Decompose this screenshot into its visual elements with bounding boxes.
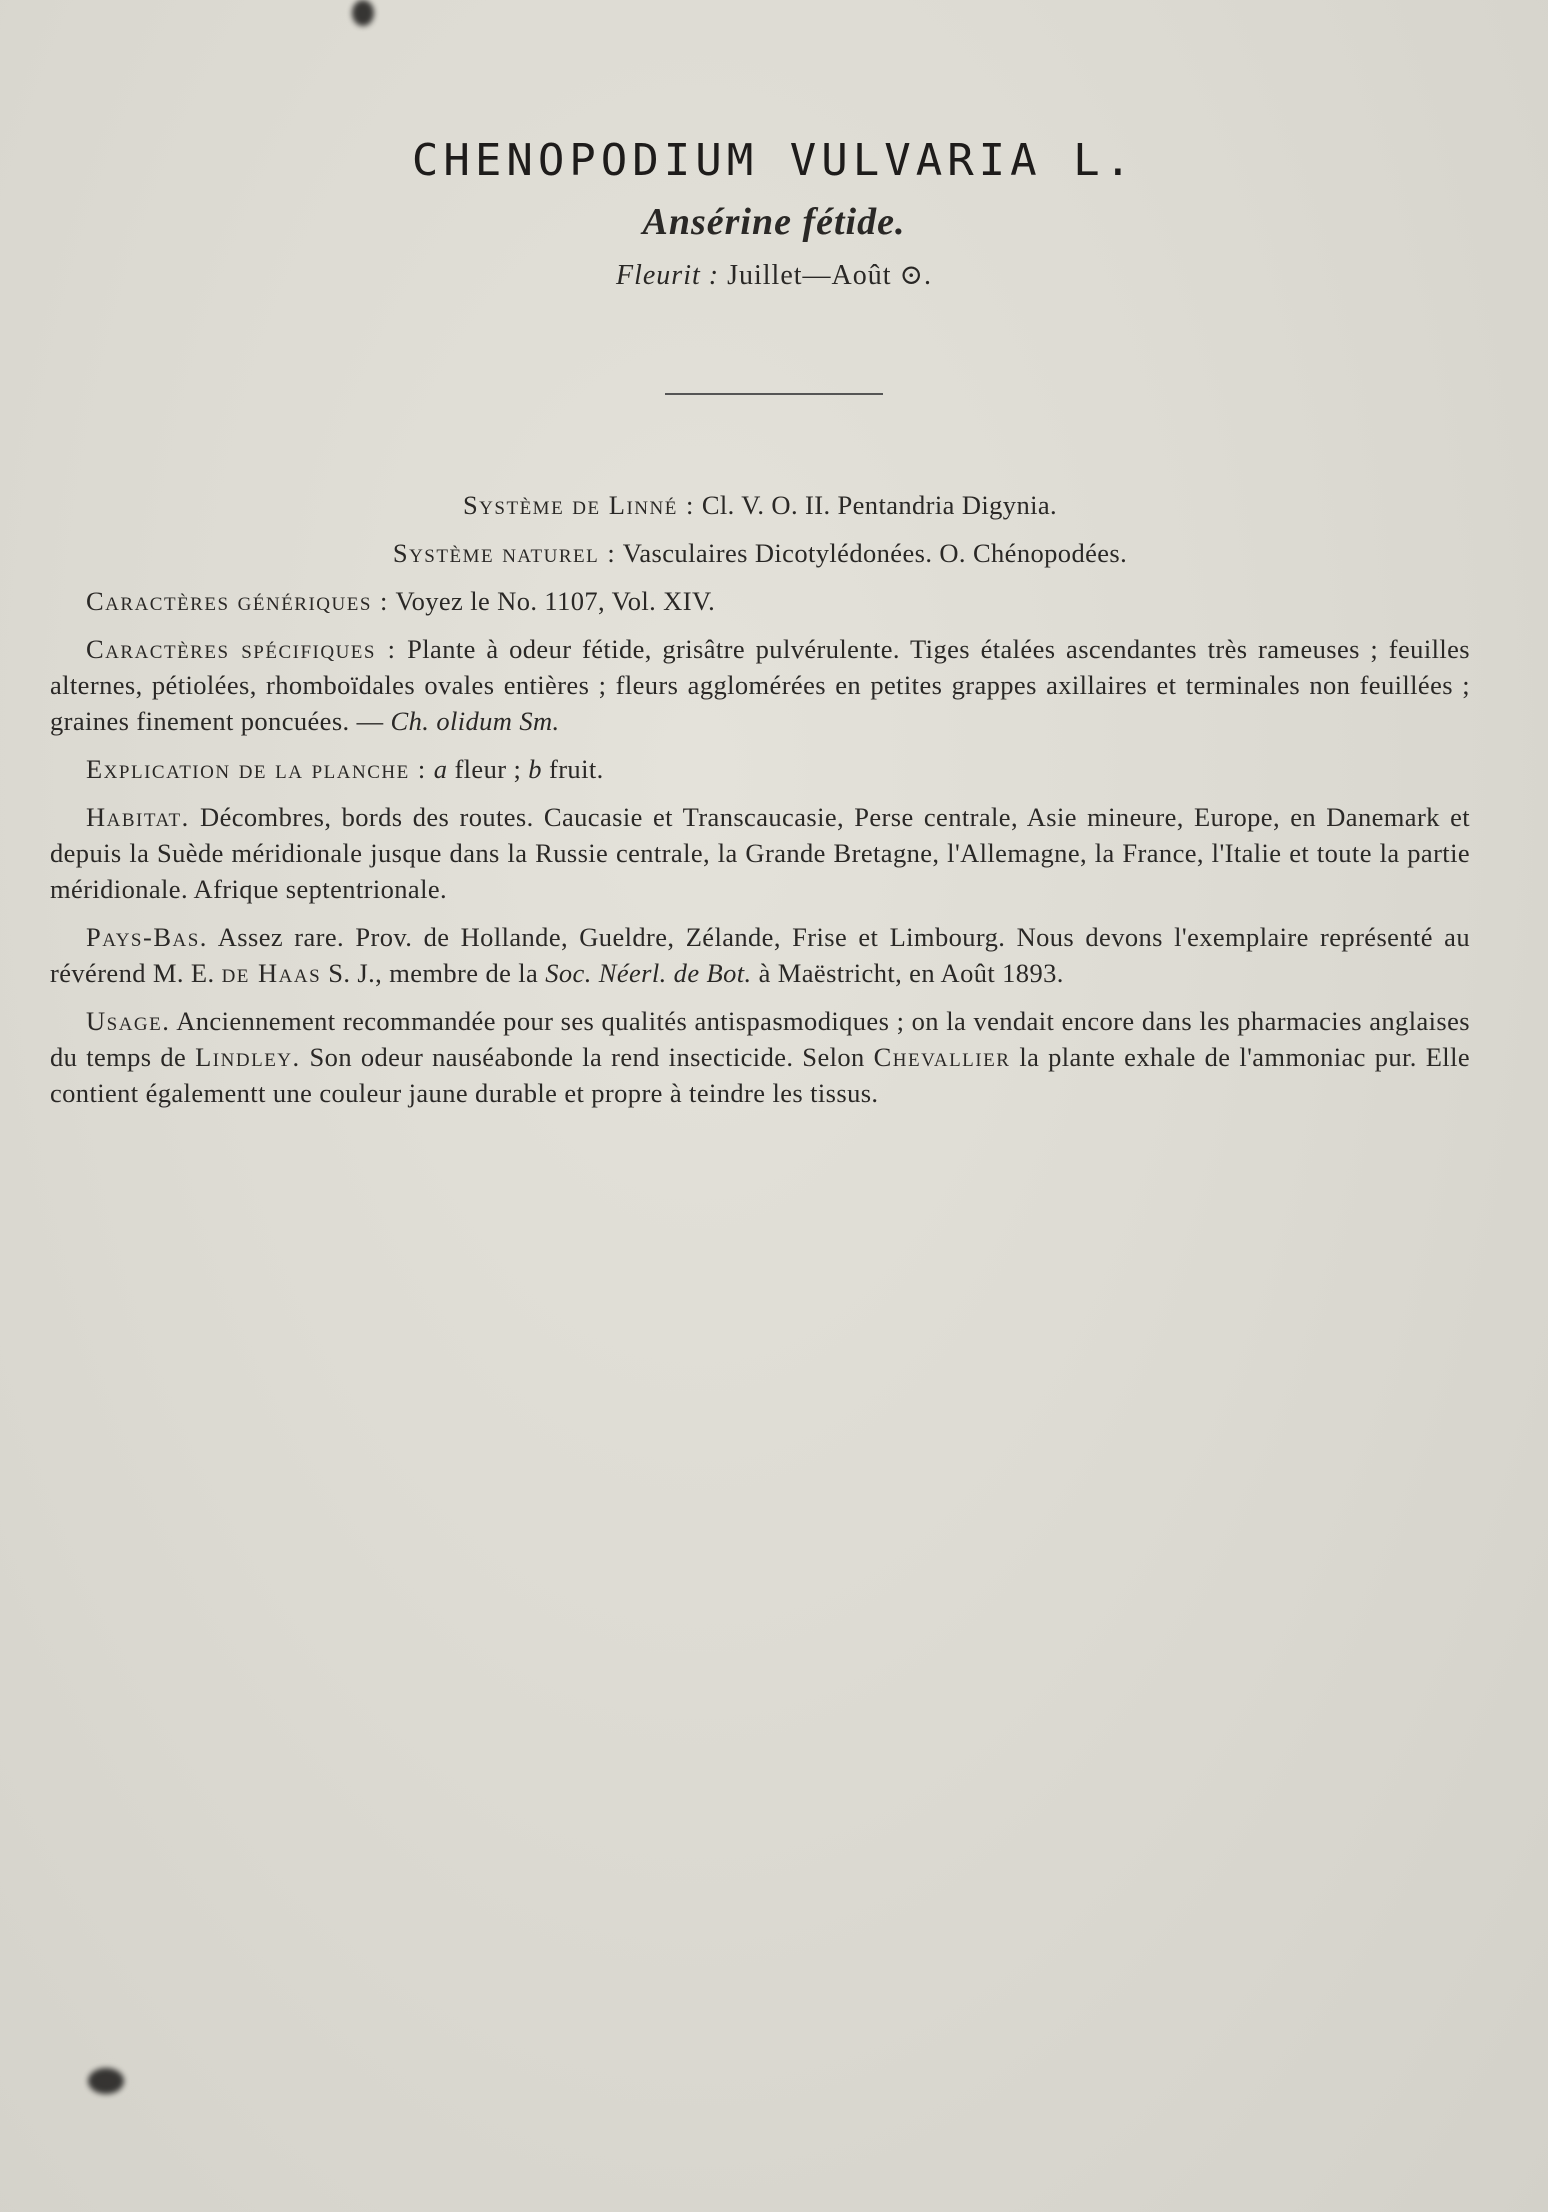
- systeme-naturel: [50, 535, 1470, 571]
- figure-a-text: fleur ;: [454, 754, 522, 784]
- specifiques-label: Caractères spécifiques :: [86, 634, 397, 664]
- figure-b-letter: b: [528, 754, 542, 784]
- pays-bas-text-2: S. J., membre de la: [328, 958, 539, 988]
- pays-bas: [50, 919, 1470, 991]
- systeme-linne-label: Système de Linné :: [462, 490, 695, 520]
- divider-rule: [665, 393, 883, 395]
- specifiques-text: Plante à odeur fétide, grisâtre pulvérulente. Tiges étalées ascendantes très rameuses ; feuilles alternes, pétiolées, rhomboïdales ovales entières ; fleurs agglomérées en petites grappes axillaires et terminales non feuillées ; graines finement poncuées. —: [50, 634, 1470, 736]
- caracteres-specifiques: [50, 631, 1470, 739]
- systeme-naturel-label: Système naturel :: [392, 538, 617, 568]
- systeme-linne-value: Cl. V. O. II. Pentandria Digynia.: [701, 490, 1058, 520]
- description-body: [50, 487, 1470, 1123]
- pays-bas-text-3: à Maëstricht, en Août 1893.: [758, 958, 1064, 988]
- generiques-text: Voyez le No. 1107, Vol. XIV.: [395, 586, 716, 616]
- usage-text-3: la plante exhale de l'ammoniac pur. Elle contient égalementt une couleur jaune durable et propre à teindre les tissus.: [50, 1042, 1470, 1108]
- flowering-value: Juillet—Août: [727, 260, 892, 291]
- usage-text-1: Anciennement recommandée pour ses qualités antispasmodiques ; on la vendait encore dans les pharmacies anglaises du temps de: [50, 1006, 1470, 1072]
- pays-bas-person: de Haas: [221, 958, 322, 988]
- usage-name-lindley: Lindley.: [195, 1042, 301, 1072]
- habitat-text: Décombres, bords des routes. Caucasie et Transcaucasie, Perse centrale, Asie mineure, Europe, en Danemark et depuis la Suède méridionale jusque dans la Russie centrale, la Grande Bretagne, l'Allemagne, la France, l'Italie et toute la partie méridionale. Afrique septentrionale.: [50, 802, 1470, 904]
- systeme-naturel-value: Vasculaires Dicotylédonées. O. Chénopodées.: [622, 538, 1128, 568]
- flowering-line: [0, 258, 1548, 292]
- ink-spot: [88, 2068, 124, 2094]
- systeme-linne: [50, 487, 1470, 523]
- figure-b-text: fruit.: [548, 754, 604, 784]
- explication-label: Explication de la planche :: [86, 754, 427, 784]
- common-name: Ansérine fétide.: [642, 201, 906, 243]
- caracteres-generiques: [50, 583, 1470, 619]
- annual-symbol: ⊙.: [899, 260, 932, 291]
- flowering-label: Fleurit :: [615, 260, 720, 291]
- pays-bas-text-1: Assez rare. Prov. de Hollande, Gueldre, Zélande, Frise et Limbourg. Nous devons l'exemplaire représenté au révérend M. E.: [50, 922, 1470, 988]
- pays-bas-society: Soc. Néerl. de Bot.: [545, 958, 752, 988]
- usage-label: Usage.: [86, 1006, 171, 1036]
- explication-planche: [50, 751, 1470, 787]
- specifiques-synonym: Ch. olidum Sm.: [390, 706, 560, 736]
- usage-name-chevallier: Chevallier: [873, 1042, 1011, 1072]
- habitat: [50, 799, 1470, 907]
- generiques-label: Caractères génériques :: [86, 586, 389, 616]
- usage-text-2: Son odeur nauséabonde la rend insecticide. Selon: [309, 1042, 865, 1072]
- habitat-label: Habitat.: [86, 802, 190, 832]
- header: [0, 135, 1548, 292]
- usage: [50, 1003, 1470, 1111]
- figure-a-letter: a: [433, 754, 448, 784]
- ink-spot: [352, 0, 374, 26]
- plant-title: CHENOPODIUM VULVARIA L.: [411, 135, 1137, 186]
- pays-bas-label: Pays-Bas.: [86, 922, 208, 952]
